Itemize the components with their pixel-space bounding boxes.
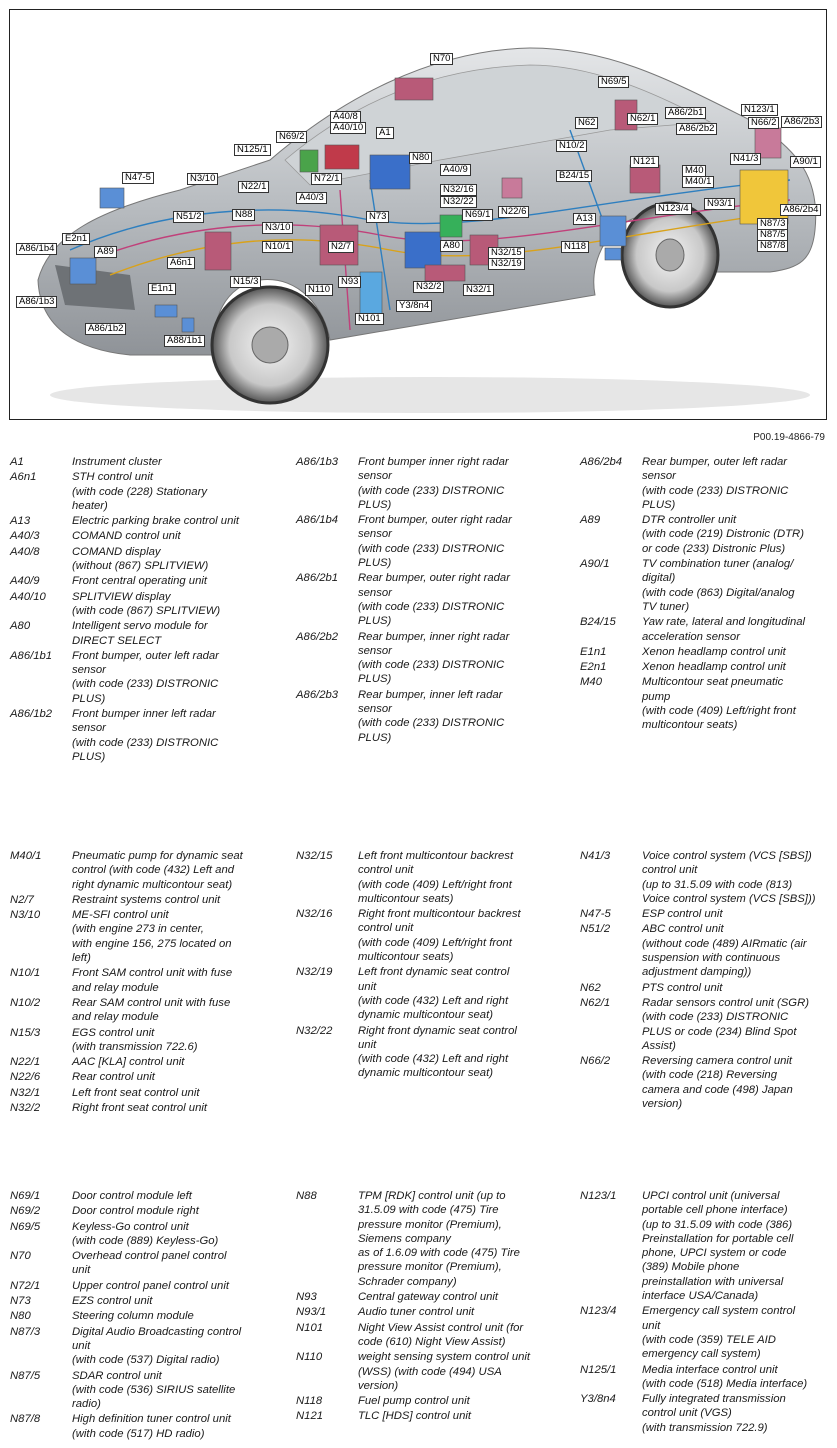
legend-code: N62 <box>580 981 601 994</box>
legend-entry <box>580 557 830 614</box>
legend-code: N15/3 <box>10 1026 41 1039</box>
legend-code: N32/16 <box>296 908 333 921</box>
callout-N3-10b: N3/10 <box>262 222 293 234</box>
legend-description: Front bumper inner right radar sensor (with code (233) DISTRONIC PLUS) <box>358 456 509 511</box>
callout-A86-2b3: A86/2b3 <box>781 116 822 128</box>
callout-A86-2b2: A86/2b2 <box>676 123 717 135</box>
legend-code: E1n1 <box>580 645 607 658</box>
legend-code: A40/3 <box>10 530 40 543</box>
legend-description: weight sensing system control unit (WSS) (with code (494) USA version) <box>358 1351 531 1392</box>
legend-code: N118 <box>296 1395 323 1408</box>
legend-description: Central gateway control unit <box>358 1291 499 1304</box>
legend-entry <box>580 907 830 921</box>
legend-entry <box>10 1204 278 1218</box>
callout-N69-2: N69/2 <box>276 131 307 143</box>
callout-A80: A80 <box>440 240 463 252</box>
callout-N70: N70 <box>430 53 453 65</box>
callout-N32-2: N32/2 <box>413 281 444 293</box>
legend-description: Upper control panel control unit <box>72 1279 229 1292</box>
legend-description: Front bumper inner left radar sensor (with code (233) DISTRONIC PLUS) <box>72 708 219 763</box>
legend-description: EZS control unit <box>72 1295 153 1308</box>
legend-code: N69/5 <box>10 1220 41 1233</box>
legend-description: PTS control unit <box>642 981 723 994</box>
callout-A86-1b2: A86/1b2 <box>85 323 126 335</box>
legend-code: N32/15 <box>296 850 333 862</box>
callout-N51-2: N51/2 <box>173 211 204 223</box>
callout-N123-1: N123/1 <box>741 104 778 116</box>
legend-description: Rear SAM control unit with fuse and relay module <box>72 996 231 1024</box>
legend-code: A13 <box>10 515 31 528</box>
callout-N32-1: N32/1 <box>463 284 494 296</box>
legend-description: EGS control unit (with transmission 722.6) <box>72 1026 198 1053</box>
legend-description: High definition tuner control unit (with code (517) HD radio) <box>72 1413 231 1440</box>
callout-N87-8: N87/8 <box>757 240 788 252</box>
callout-A40-9: A40/9 <box>440 164 471 176</box>
callout-A88-1b1: A88/1b1 <box>164 335 205 347</box>
legend-entry <box>10 1101 278 1115</box>
legend-entry <box>10 1369 278 1412</box>
legend-entry <box>10 908 278 965</box>
legend-code: B24/15 <box>580 616 616 629</box>
callout-N87-3: N87/3 <box>757 218 788 230</box>
legend-code: N51/2 <box>580 923 611 936</box>
legend-entry <box>580 660 830 674</box>
legend-column <box>10 849 278 1116</box>
legend-code: N101 <box>296 1321 324 1334</box>
legend-code: A40/9 <box>10 575 40 588</box>
callout-N41-3: N41/3 <box>730 153 761 165</box>
legend-description: Rear bumper, outer right radar sensor (with code (233) DISTRONIC PLUS) <box>358 572 510 628</box>
legend-code: N93 <box>296 1291 317 1304</box>
legend-code: A86/1b3 <box>296 456 339 468</box>
legend-entry <box>10 529 278 543</box>
callout-E1n1: E1n1 <box>148 283 176 295</box>
legend-description: Rear control unit <box>72 1071 155 1084</box>
legend-code: N3/10 <box>10 909 41 922</box>
legend-description: UPCI control unit (universal portable cell phone interface) (up to 31.5.09 with code (386) Preinstallation for portable cell phone, UPCI system or code (389) Mobile phone preinstallation with universal interface USA/Canada) <box>642 1190 794 1303</box>
legend-entry <box>10 545 278 574</box>
legend-entry <box>580 981 830 995</box>
legend-entry <box>10 1026 278 1055</box>
legend-description: COMAND control unit <box>72 530 181 543</box>
legend-code: N87/5 <box>10 1369 41 1382</box>
legend-entry <box>10 893 278 907</box>
callout-A40-3: A40/3 <box>296 192 327 204</box>
callout-N121: N121 <box>630 156 659 168</box>
legend-description: AAC [KLA] control unit <box>72 1056 185 1069</box>
legend-entry <box>10 707 278 764</box>
legend-column <box>296 1189 564 1425</box>
callout-N47-5: N47-5 <box>122 172 154 184</box>
legend-entry <box>296 513 564 570</box>
legend-description: Left front multicontour backrest control unit (with code (409) Left/right front multicontour seats) <box>358 850 514 905</box>
figure-reference: P00.19-4866-79 <box>753 432 825 443</box>
legend-entry <box>296 571 564 628</box>
legend-column <box>580 849 830 1112</box>
callout-N22-1: N22/1 <box>238 181 269 193</box>
legend-description: Rear bumper, inner left radar sensor (with code (233) DISTRONIC PLUS) <box>358 688 505 744</box>
legend-description: Steering column module <box>72 1310 194 1323</box>
legend-code: A90/1 <box>580 558 610 571</box>
callout-N93: N93 <box>338 276 361 288</box>
callout-N3-10: N3/10 <box>187 173 218 185</box>
callout-N118: N118 <box>561 241 589 253</box>
legend-code: A89 <box>580 514 601 527</box>
callout-N62-1: N62/1 <box>627 113 658 125</box>
callout-N69-1: N69/1 <box>462 209 493 221</box>
legend-description: Media interface control unit (with code (518) Media interface) <box>642 1363 808 1390</box>
legend-column <box>10 455 278 765</box>
legend-description: Left front dynamic seat control unit (with code (432) Left and right dynamic multicontour seat) <box>358 966 510 1022</box>
callout-N125-1: N125/1 <box>234 144 271 156</box>
legend-code: N32/22 <box>296 1024 333 1037</box>
callout-A40-10: A40/10 <box>330 122 366 134</box>
legend-description: SDAR control unit (with code (536) SIRIUS satellite radio) <box>72 1369 236 1411</box>
legend-code: A86/1b2 <box>10 708 53 721</box>
legend-entry <box>10 1279 278 1293</box>
legend-description: Fully integrated transmission control unit (VGS) (with transmission 722.9) <box>642 1393 786 1434</box>
legend-description: ESP control unit <box>642 908 723 921</box>
legend-code: N88 <box>296 1190 317 1202</box>
legend-code: N110 <box>296 1351 323 1364</box>
legend-description: Right front multicontour backrest control unit (with code (409) Left/right front multicontour seats) <box>358 908 521 964</box>
legend-description: Right front dynamic seat control unit (with code (432) Left and right dynamic multicontour seat) <box>358 1024 517 1080</box>
callout-E2n1: E2n1 <box>62 233 90 245</box>
callout-Y3-8n4: Y3/8n4 <box>396 300 432 312</box>
legend-code: N32/19 <box>296 966 333 979</box>
callout-B24-15: B24/15 <box>556 170 592 182</box>
legend-entry <box>296 455 564 512</box>
callout-A90-1: A90/1 <box>790 156 821 168</box>
legend-column <box>580 1189 830 1436</box>
callout-N88: N88 <box>232 209 255 221</box>
legend-entry <box>10 619 278 648</box>
legend-entry <box>296 965 564 1022</box>
legend-code: M40/1 <box>10 850 42 862</box>
callout-N73: N73 <box>366 211 389 223</box>
legend-code: N121 <box>296 1410 324 1423</box>
legend-entry <box>296 1350 564 1393</box>
legend-description: Electric parking brake control unit <box>72 515 240 528</box>
legend-code: A86/2b3 <box>296 688 339 701</box>
legend-entry <box>296 907 564 964</box>
legend-entry <box>10 1249 278 1278</box>
callout-A13: A13 <box>573 213 596 225</box>
legend-entry <box>10 649 278 706</box>
legend-description: Rear bumper, inner right radar sensor (with code (233) DISTRONIC PLUS) <box>358 630 510 686</box>
legend-description: SPLITVIEW display (with code (867) SPLITVIEW) <box>72 590 221 617</box>
legend-column <box>296 849 564 1082</box>
callout-A6n1: A6n1 <box>167 257 195 269</box>
legend-entry <box>10 849 278 892</box>
legend-code: A40/10 <box>10 590 46 603</box>
legend-description: Door control module left <box>72 1190 192 1202</box>
callout-N32-15: N32/15 <box>488 247 525 259</box>
legend-code: N80 <box>10 1310 31 1323</box>
legend-code: N2/7 <box>10 893 34 906</box>
callout-N123-4: N123/4 <box>655 203 692 215</box>
legend-entry <box>296 1290 564 1304</box>
legend-description: Digital Audio Broadcasting control unit (with code (537) Digital radio) <box>72 1325 242 1367</box>
legend-code: A86/1b1 <box>10 649 53 662</box>
legend-entry <box>580 1304 830 1361</box>
legend-entry <box>10 966 278 995</box>
legend-description: TV combination tuner (analog/ digital) (with code (863) Digital/analog TV tuner) <box>642 558 795 613</box>
legend-description: Voice control system (VCS [SBS]) control unit (up to 31.5.09 with code (813) Voice control system (VCS [SBS])) <box>642 850 816 905</box>
ground-shadow <box>50 377 810 413</box>
legend-code: N47-5 <box>580 908 611 921</box>
legend-description: Emergency call system control unit (with code (359) TELE AID emergency call system) <box>642 1305 796 1361</box>
callout-N80: N80 <box>409 152 432 164</box>
legend-entry <box>10 1189 278 1203</box>
callout-N10-1: N10/1 <box>262 241 293 253</box>
legend-description: Overhead control panel control unit <box>72 1250 227 1277</box>
legend-description: Night View Assist control unit (for code (610) Night View Assist) <box>358 1321 524 1348</box>
legend-code: N93/1 <box>296 1306 327 1319</box>
legend-entry <box>580 1363 830 1392</box>
legend-entry <box>10 1325 278 1368</box>
legend-entry <box>10 1412 278 1441</box>
legend-description: Xenon headlamp control unit <box>642 661 786 674</box>
legend-code: A86/2b2 <box>296 630 339 643</box>
callout-A86-1b4: A86/1b4 <box>16 243 57 255</box>
legend-code: N66/2 <box>580 1055 611 1068</box>
callout-N69-5: N69/5 <box>598 76 629 88</box>
legend-entry <box>580 513 830 556</box>
legend-description: ME-SFI control unit (with engine 273 in center, with engine 156, 275 located on left) <box>72 909 232 965</box>
callout-N22-6: N22/6 <box>498 206 529 218</box>
legend-entry <box>580 1054 830 1111</box>
legend-description: Fuel pump control unit <box>358 1395 470 1408</box>
legend-description: Door control module right <box>72 1205 199 1218</box>
legend-entry <box>580 675 830 732</box>
legend-entry <box>10 574 278 588</box>
legend-code: N123/4 <box>580 1305 617 1318</box>
legend-entry <box>10 1220 278 1249</box>
legend-entry <box>296 1321 564 1350</box>
legend-description: COMAND display (without (867) SPLITVIEW) <box>72 545 209 573</box>
legend-code: A80 <box>10 620 31 633</box>
legend-entry <box>296 1024 564 1081</box>
legend-description: Front central operating unit <box>72 575 208 588</box>
callout-M40-1: M40/1 <box>682 176 714 188</box>
legend-entry <box>580 645 830 659</box>
legend-description: Keyless-Go control unit (with code (889) Keyless-Go) <box>72 1220 219 1247</box>
legend-description: STH control unit (with code (228) Stationary heater) <box>72 471 208 512</box>
legend-entry <box>10 1070 278 1084</box>
legend-entry <box>10 590 278 619</box>
legend-code: N123/1 <box>580 1190 617 1202</box>
legend-code: N62/1 <box>580 996 611 1009</box>
legend-entry <box>296 1409 564 1423</box>
legend-code: A86/1b4 <box>296 514 339 527</box>
legend-description: Xenon headlamp control unit <box>642 645 786 658</box>
legend-entry <box>10 1309 278 1323</box>
legend-description: DTR controller unit (with code (219) Distronic (DTR) or code (233) Distronic Plus) <box>642 514 804 555</box>
legend-code: N22/6 <box>10 1071 41 1084</box>
legend-code: A86/2b4 <box>580 456 623 468</box>
legend-description: Front bumper, outer right radar sensor (with code (233) DISTRONIC PLUS) <box>358 514 512 570</box>
callout-N32-22: N32/22 <box>440 196 477 208</box>
callout-A86-2b1: A86/2b1 <box>665 107 706 119</box>
legend-entry <box>296 1305 564 1319</box>
legend-entry <box>10 470 278 513</box>
legend-code: N41/3 <box>580 850 611 862</box>
legend-description: Radar sensors control unit (SGR) (with code (233) DISTRONIC PLUS or code (234) Blind Spot Assist) <box>642 996 810 1052</box>
legend-code: N22/1 <box>10 1056 41 1069</box>
legend-entry <box>296 1189 564 1289</box>
legend-entry <box>580 455 830 512</box>
legend-description: Intelligent servo module for DIRECT SELECT <box>72 620 208 647</box>
legend-description: Front bumper, outer left radar sensor (with code (233) DISTRONIC PLUS) <box>72 649 219 705</box>
callout-N93-1: N93/1 <box>704 198 735 210</box>
legend-description: Reversing camera control unit (with code (218) Reversing camera and code (498) Japan version) <box>642 1055 793 1111</box>
car-illustration <box>10 10 826 419</box>
legend-column <box>296 455 564 746</box>
callout-N32-16: N32/16 <box>440 184 477 196</box>
legend-entry <box>10 455 278 469</box>
callout-N2-7: N2/7 <box>328 241 354 253</box>
legend-description: ABC control unit (without code (489) AIRmatic (air suspension with continuous adjustment damping)) <box>642 923 807 979</box>
legend-entry <box>580 922 830 979</box>
callout-N10-2: N10/2 <box>556 140 587 152</box>
legend-code: A40/8 <box>10 545 40 558</box>
legend-description: Left front seat control unit <box>72 1086 200 1099</box>
callout-N62: N62 <box>575 117 598 129</box>
legend-code: Y3/8n4 <box>580 1393 616 1406</box>
legend-code: N69/2 <box>10 1205 41 1218</box>
legend-entry <box>10 996 278 1025</box>
legend-description: Restraint systems control unit <box>72 893 221 906</box>
callout-N66-2: N66/2 <box>748 117 779 129</box>
legend-description: TPM [RDK] control unit (up to 31.5.09 with code (475) Tire pressure monitor (Premium), Siemens company as of 1.6.09 with code (475) Tire pressure monitor (Premium), Schrader company) <box>358 1190 520 1288</box>
vehicle-diagram <box>9 9 827 420</box>
callout-A40-8: A40/8 <box>330 111 361 123</box>
legend-description: Instrument cluster <box>72 456 162 468</box>
legend-column <box>10 1189 278 1442</box>
callout-N15-3: N15/3 <box>230 276 261 288</box>
legend-entry <box>296 688 564 745</box>
legend-entry <box>580 996 830 1053</box>
callout-N87-5: N87/5 <box>757 229 788 241</box>
legend-code: N69/1 <box>10 1190 41 1202</box>
legend-description: Rear bumper, outer left radar sensor (with code (233) DISTRONIC PLUS) <box>642 456 789 511</box>
legend-code: N10/2 <box>10 996 41 1009</box>
callout-N72-1: N72/1 <box>311 173 342 185</box>
legend-entry <box>296 1394 564 1408</box>
callout-A86-1b3: A86/1b3 <box>16 296 57 308</box>
callout-N32-19: N32/19 <box>488 258 525 270</box>
legend-entry <box>296 849 564 906</box>
legend-description: Audio tuner control unit <box>358 1306 475 1319</box>
legend-code: N32/1 <box>10 1086 41 1099</box>
legend-entry <box>296 630 564 687</box>
callout-N101: N101 <box>355 313 384 325</box>
legend-entry <box>10 1055 278 1069</box>
callout-M40: M40 <box>682 165 706 177</box>
legend-entry <box>580 1392 830 1435</box>
legend-entry <box>10 1086 278 1100</box>
legend-description: TLC [HDS] control unit <box>358 1410 472 1423</box>
legend-code: A6n1 <box>10 471 37 484</box>
legend-code: N70 <box>10 1250 31 1263</box>
legend-entry <box>580 615 830 644</box>
legend-code: A86/2b1 <box>296 572 339 585</box>
legend-code: M40 <box>580 676 602 689</box>
callout-A89: A89 <box>94 246 117 258</box>
legend-description: Pneumatic pump for dynamic seat control (with code (432) Left and right dynamic multicontour seat) <box>72 850 243 891</box>
legend-description: Front SAM control unit with fuse and relay module <box>72 967 233 994</box>
legend-code: E2n1 <box>580 661 607 674</box>
callout-A1: A1 <box>376 127 394 139</box>
legend-code: N87/8 <box>10 1413 41 1426</box>
legend-code: N73 <box>10 1295 31 1308</box>
legend-code: N32/2 <box>10 1102 41 1115</box>
legend-code: N10/1 <box>10 967 41 980</box>
callout-A86-2b4: A86/2b4 <box>780 204 821 216</box>
legend-code: N87/3 <box>10 1325 41 1338</box>
legend-code: N72/1 <box>10 1279 41 1292</box>
legend-description: Yaw rate, lateral and longitudinal acceleration sensor <box>642 616 806 643</box>
legend-code: N125/1 <box>580 1363 617 1376</box>
legend-description: Multicontour seat pneumatic pump (with code (409) Left/right front multicontour seats) <box>642 676 796 732</box>
callout-N110: N110 <box>305 284 333 296</box>
legend-entry <box>580 1189 830 1303</box>
legend-entry <box>580 849 830 906</box>
legend-entry <box>10 514 278 528</box>
legend-entry <box>10 1294 278 1308</box>
legend-column <box>580 455 830 734</box>
legend-code: A1 <box>10 456 24 468</box>
legend-description: Right front seat control unit <box>72 1102 208 1115</box>
